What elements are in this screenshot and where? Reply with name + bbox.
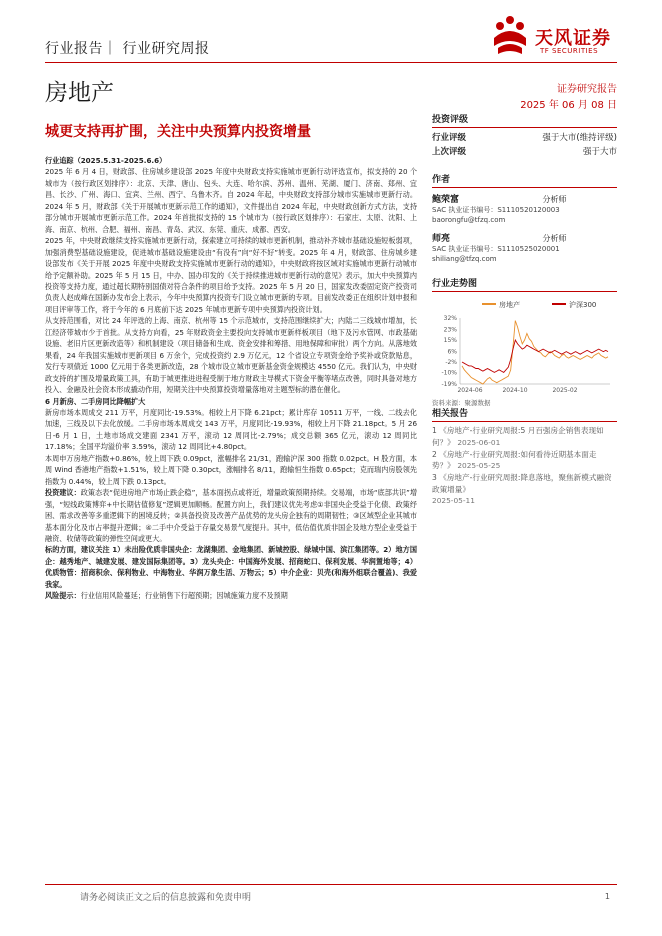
legend-label: 沪深300 bbox=[569, 301, 597, 309]
main-body bbox=[45, 155, 417, 602]
section-heading: 相关报告 bbox=[432, 406, 617, 422]
paragraph: 标的方面，建议关注 1）未出险优质非国央企：龙湖集团、金地集团、新城控股、绿城中国、滨江集团等。2）地方国企：越秀地产、城建发展、建发国际集团等。3）龙头央企：中国海外发展、招商蛇口、保利发展、华润置地等；4）优质物管：招商积余、保利物业、中海物业、华润万象生活、万物云；5）中介企业：贝壳(和海外组联合覆盖)、我爱我家。 bbox=[45, 545, 417, 589]
report-date: 2025 年 06 月 08 日 bbox=[520, 100, 617, 111]
report-category: 行业报告｜ 行业研究周报 bbox=[45, 41, 210, 57]
rating-key: 上次评级 bbox=[432, 147, 467, 157]
paragraph: 从支持范围看，对比 24 年评选的上海、南京、杭州等 15 个示范城市，支持范围继续扩大；内陆二三线城市增加，长江经济带城市少于首批。从支持方向看，25 年财政资金主要投向支持城市更新样板项目（地下及污水管网、市政基础设施、老旧片区更新改造等）和机制建设（项目储备和生成、资金安排和筹措、用地保障和审批）两个方向。从落地效果看，24 年我国实施城市更新项目 6 万余个，完成投资约 2.9 万亿元，12 个省设立专项资金给予奖补或贷款贴息，发行专项债近 1000 亿元用于各类更新改造，28 个城市设立城市更新基金资金规模达 4550 亿元。我们认为，中央财政支持的扩围及增量政策工具，有助于城更推进进程受制于地方财政主导模式下资金平衡等堵点改善，同时具备对地方投入、金融及社会资本形成撬动作用，短期关注中央预算投资增量落地对主题型标的潜在催化。 bbox=[45, 316, 417, 395]
section-heading: 行业走势图 bbox=[432, 276, 617, 292]
author-name: 师亮 bbox=[432, 234, 451, 244]
chart-source: 资料来源：聚源数据 bbox=[432, 399, 491, 407]
disclaimer-text: 请务必阅读正文之后的信息披露和免责申明 bbox=[80, 893, 252, 903]
section-heading: 行业追踪（2025.5.31-2025.6.6） bbox=[45, 156, 167, 165]
section-heading: 6 月新房、二手房同比降幅扩大 bbox=[45, 396, 146, 406]
paragraph bbox=[45, 487, 417, 544]
author-role: 分析师 bbox=[542, 195, 567, 204]
rating-value: 强于大市 bbox=[582, 147, 617, 157]
rating-key: 行业评级 bbox=[432, 133, 467, 143]
paragraph-text: 政策态表“促进房地产市场止跌企稳”，基本面拐点或将近，增量政策预期持续。交易端，市场“底部共识”增强，“短线政策博弈+中长期估值修复”逻辑更加顺畅。配置方向上，我们建议优先考虑①非国央企受益于化债、政策纾困、需求改善等多重逻辑下的困境反转；②具备投资及改善产品优势的龙头房企独有的周期韧性；③区域型企业其城市基本面分化及市占率提升逻辑；④二手中介受益于存量交易景气度提升。其中，低估值优质非国企及地方型企业受益于融资、收储等政策的弹性空间或更大。 bbox=[45, 488, 417, 543]
report-title: 城更支持再扩围，关注中央预算内投资增量 bbox=[45, 124, 311, 140]
tf-logo-icon bbox=[488, 16, 532, 60]
paragraph-text: 行业信用风险蔓延；行业销售下行超预期；因城施策力度不及预期 bbox=[80, 591, 288, 601]
paragraph: 本周申万房地产指数+0.86%，较上周下跌 0.09pct，涨幅排名 21/31，跑输沪深 300 指数 0.02pct。H 股方面，本周 Wind 香港地产指数+1.51%，较上周下降 0.30pct，涨幅排名 8/11，跑输恒生指数 0.65pct；克而瑞内房股领先指数为 0.44%，较上周下跌 0.13pct。 bbox=[45, 453, 417, 486]
paragraph: 2025 年，中央财政继续支持实施城市更新行动，探索建立可持续的城市更新机制，推动补齐城市基础设施短板弱项，加强消费型基础设施建设，促进城市基础设施建设由“有没有”向“好不好”转变。2025 年 4 月，财政部、住房城乡建设部发布《关于开展 2025 年度中央财政支持实施城市更新行动的通知》，中央财政将按区域对实施城市更新行动城市给予定额补助。2025 年 5 月 15 日，中办、国办印发的《关于持续推进城市更新行动的意见》表示，加大中央预算内投资等支持力度，通过超长期特别国债对符合条件的项目给予支持。2025 年 5 月 20 日，国家发改委固定资产投资司负责人赵成峰在国新办发布会上表示，今年中央预算内投资专门设立城市更新的专项。目前发改委正在组织计划申报和项目评审等工作，将于今年的 6 月底前下达 2025 年城市更新专项中央预算内投资计划。 bbox=[45, 236, 417, 314]
section-heading: 投资评级 bbox=[432, 112, 617, 128]
related-report-date: 2025-06-01 bbox=[457, 437, 501, 447]
y-tick-label: 23% bbox=[443, 326, 457, 334]
section-heading: 作者 bbox=[432, 172, 617, 188]
paragraph bbox=[45, 590, 417, 601]
legend-label: 房地产 bbox=[499, 301, 520, 309]
rating-row bbox=[432, 131, 617, 145]
series-line bbox=[462, 321, 608, 384]
x-tick-label: 2025-02 bbox=[552, 387, 578, 394]
author-sac: SAC 执业证书编号：S1110520120003 bbox=[432, 206, 560, 214]
related-panel bbox=[432, 406, 617, 505]
brand-name-en: TF SECURITIES bbox=[540, 47, 599, 55]
rating-row bbox=[432, 145, 617, 159]
brand-name: 天风证券 bbox=[535, 28, 611, 49]
x-tick-label: 2024-10 bbox=[502, 387, 528, 394]
related-report-link[interactable]: 1 《房地产-行业研究周报:5 月百强房企销售表现如何？》 bbox=[432, 426, 604, 447]
rating-panel bbox=[432, 112, 617, 159]
trend-panel bbox=[432, 276, 617, 407]
paragraph: 2025 年 6 月 4 日，财政部、住房城乡建设部 2025 年度中央财政支持实施城市更新行动评选宣布，拟支持的 20 个城市为（按行政区划排序）：北京、天津、唐山、包头、大连、哈尔滨、苏州、温州、芜湖、厦门、济南、郑州、宜昌、长沙、广州、海口、宜宾、兰州、西宁、乌鲁木齐。自 2024 年起，中央财政支持部分城市实施城市更新行动。2024 年 5 月，财政部《关于开展城市更新示范工作的通知》，文件提出自 2024 年起，中央财政创新方式方法，支持部分城市开展城市更新示范工作。2024 年首批拟支持的 15 个城市为（按行政区划排序）：石家庄、太原、沈阳、上海、南京、杭州、合肥、福州、南昌、青岛、武汉、东莞、重庆、成都、西安。 bbox=[45, 167, 417, 234]
author-email[interactable]: baorongfu@tfzq.com bbox=[432, 216, 506, 224]
rating-value: 强于大市(维持评级) bbox=[542, 133, 617, 143]
footer-divider bbox=[45, 884, 617, 885]
header-divider bbox=[45, 62, 617, 63]
trend-chart bbox=[432, 296, 617, 396]
y-tick-label: -10% bbox=[441, 369, 457, 377]
y-tick-label: -19% bbox=[441, 381, 457, 388]
related-report-link[interactable]: 3 《房地产-行业研究周报:降息落地，聚焦新模式融资政策增量》 bbox=[432, 473, 612, 494]
y-tick-label: 15% bbox=[443, 337, 457, 344]
author-name: 鲍荣富 bbox=[432, 195, 460, 205]
y-tick-label: -2% bbox=[445, 359, 457, 366]
page-number: 1 bbox=[604, 892, 610, 901]
related-report-date: 2025-05-11 bbox=[432, 495, 475, 505]
sector-title: 房地产 bbox=[45, 80, 114, 106]
author-email[interactable]: shiliang@tfzq.com bbox=[432, 255, 497, 263]
related-report-date: 2025-05-25 bbox=[457, 461, 501, 471]
related-report-link[interactable]: 2 《房地产-行业研究周报:如何看待近期基本面走势？》 bbox=[432, 449, 597, 471]
paragraph: 新房市场本周成交 211 万平，月度同比-19.53%。相较上月下降 6.21pct；累计库存 10511 万平，一线、二线去化加速，三线及以下去化放缓。二手房市场本周成交 143 万平，月度同比-19.93%，相较上月下降 21.18pct。5 月 26 日-6 月 1 日，土地市场成交建面 2341 万平，滚动 12 周同比-2.79%；成交总额 365 亿元，滚动 12 周同比 17.18%；全国平均溢价率 3.59%，滚动 12 周同比+4.80pct。 bbox=[45, 407, 417, 452]
y-tick-label: 32% bbox=[443, 315, 457, 322]
author-role: 分析师 bbox=[542, 234, 567, 243]
author-sac: SAC 执业证书编号：S1110525020001 bbox=[432, 245, 560, 253]
label: 投资建议： bbox=[45, 488, 81, 498]
y-tick-label: 6% bbox=[447, 348, 457, 356]
label: 风险提示： bbox=[45, 591, 81, 601]
report-type: 证券研究报告 bbox=[557, 84, 617, 95]
x-tick-label: 2024-06 bbox=[457, 387, 483, 394]
authors-panel bbox=[432, 172, 617, 264]
